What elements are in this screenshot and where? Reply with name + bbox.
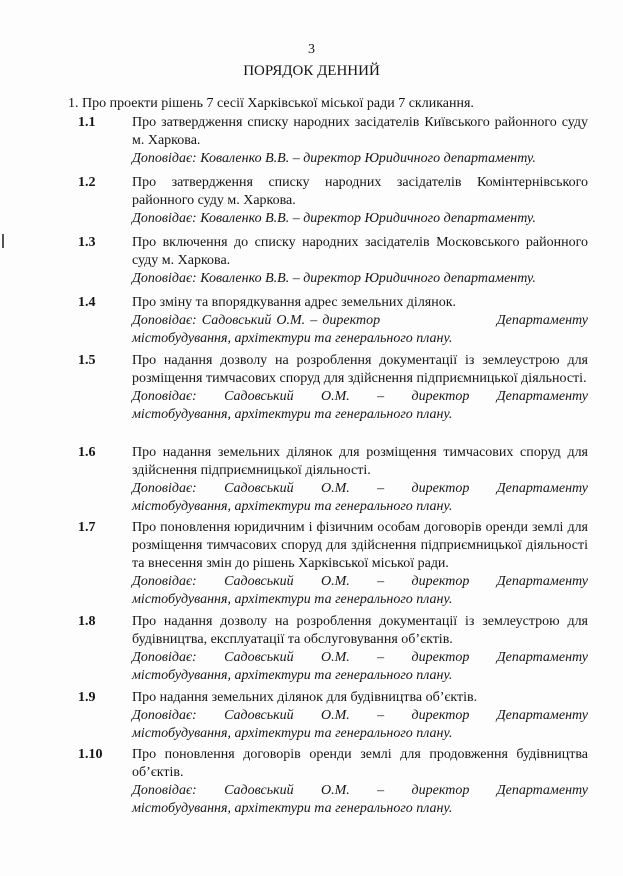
- speaker-line: Доповідає: Садовський О.М. – директор Департаменту: [132, 783, 588, 798]
- item-text: Про поновлення юридичним і фізичним особам договорів оренди землі для розміщення тимчасових споруд для здійснення підприємницької діяльності та внесення змін до рішень Харківської міської ради.: [132, 520, 588, 571]
- speaker-line: Доповідає: Садовський О.М. – директор Департаменту: [132, 389, 588, 404]
- item-number: 1.3: [78, 235, 96, 250]
- item-number: 1.5: [78, 353, 96, 368]
- item-text: Про надання дозволу на розроблення документації із землеустрою для будівництва, експлуатації та обслуговування об’єктів.: [132, 614, 588, 647]
- item-number: 1.2: [78, 175, 96, 190]
- document-title: ПОРЯДОК ДЕННИЙ: [243, 63, 380, 79]
- section-heading: 1. Про проекти рішень 7 сесії Харківської міської ради 7 скликання.: [68, 96, 474, 111]
- speaker-line: Доповідає: Садовський О.М. – директор Департаменту: [132, 650, 588, 665]
- speaker-department: містобудування, архітектури та генерального плану.: [132, 499, 453, 514]
- speaker-line: Доповідає: Садовський О.М. – директор Департаменту: [132, 708, 588, 723]
- page-number: 3: [308, 42, 315, 57]
- speaker-line: Доповідає: Садовський О.М. – директор Департаменту: [132, 313, 588, 328]
- speaker-department: містобудування, архітектури та генерального плану.: [132, 592, 453, 607]
- item-number: 1.10: [78, 747, 103, 762]
- speaker-block: [132, 707, 588, 743]
- item-number: 1.1: [78, 115, 96, 130]
- item-text: Про поновлення договорів оренди землі для продовження будівництва об’єктів.: [132, 747, 588, 780]
- item-number: 1.7: [78, 520, 96, 535]
- item-number: 1.8: [78, 614, 96, 629]
- speaker-block: [132, 312, 588, 348]
- item-number: 1.4: [78, 295, 96, 310]
- item-number: 1.6: [78, 445, 96, 460]
- speaker-line: Доповідає: Садовський О.М. – директор Департаменту: [132, 481, 588, 496]
- item-text: Про надання земельних ділянок для розміщення тимчасових споруд для здійснення підприємницької діяльності.: [132, 445, 588, 478]
- speaker-department: містобудування, архітектури та генерального плану.: [132, 668, 453, 683]
- item-text: Про затвердження списку народних засідателів Комінтернівського районного суду м. Харкова.: [132, 175, 588, 208]
- speaker-block: [132, 388, 588, 424]
- item-text: Про надання дозволу на розроблення документації із землеустрою для розміщення тимчасових споруд для здійснення підприємницької діяльності.: [132, 353, 588, 386]
- speaker-line: Доповідає: Коваленко В.В. – директор Юридичного департаменту.: [132, 271, 536, 286]
- speaker-line: Доповідає: Садовський О.М. – директор Департаменту: [132, 574, 588, 589]
- speaker-block: [132, 782, 588, 818]
- item-text: Про надання земельних ділянок для будівництва об’єктів.: [132, 690, 478, 705]
- speaker-department: містобудування, архітектури та генерального плану.: [132, 801, 453, 816]
- item-number: 1.9: [78, 690, 96, 705]
- speaker-block: [132, 573, 588, 609]
- margin-scan-mark: [2, 234, 4, 248]
- speaker-line: Доповідає: Коваленко В.В. – директор Юридичного департаменту.: [132, 211, 536, 226]
- speaker-block: [132, 480, 588, 516]
- speaker-department: містобудування, архітектури та генерального плану.: [132, 726, 453, 741]
- item-text: Про зміну та впорядкування адрес земельних ділянок.: [132, 295, 457, 310]
- speaker-department: містобудування, архітектури та генерального плану.: [132, 407, 453, 422]
- item-text: Про включення до списку народних засідателів Московського районного суду м. Харкова.: [132, 235, 588, 268]
- item-text: Про затвердження списку народних засідателів Київського районного суду м. Харкова.: [132, 115, 588, 148]
- speaker-block: [132, 649, 588, 685]
- speaker-line: Доповідає: Коваленко В.В. – директор Юридичного департаменту.: [132, 151, 536, 166]
- speaker-department: містобудування, архітектури та генерального плану.: [132, 331, 453, 346]
